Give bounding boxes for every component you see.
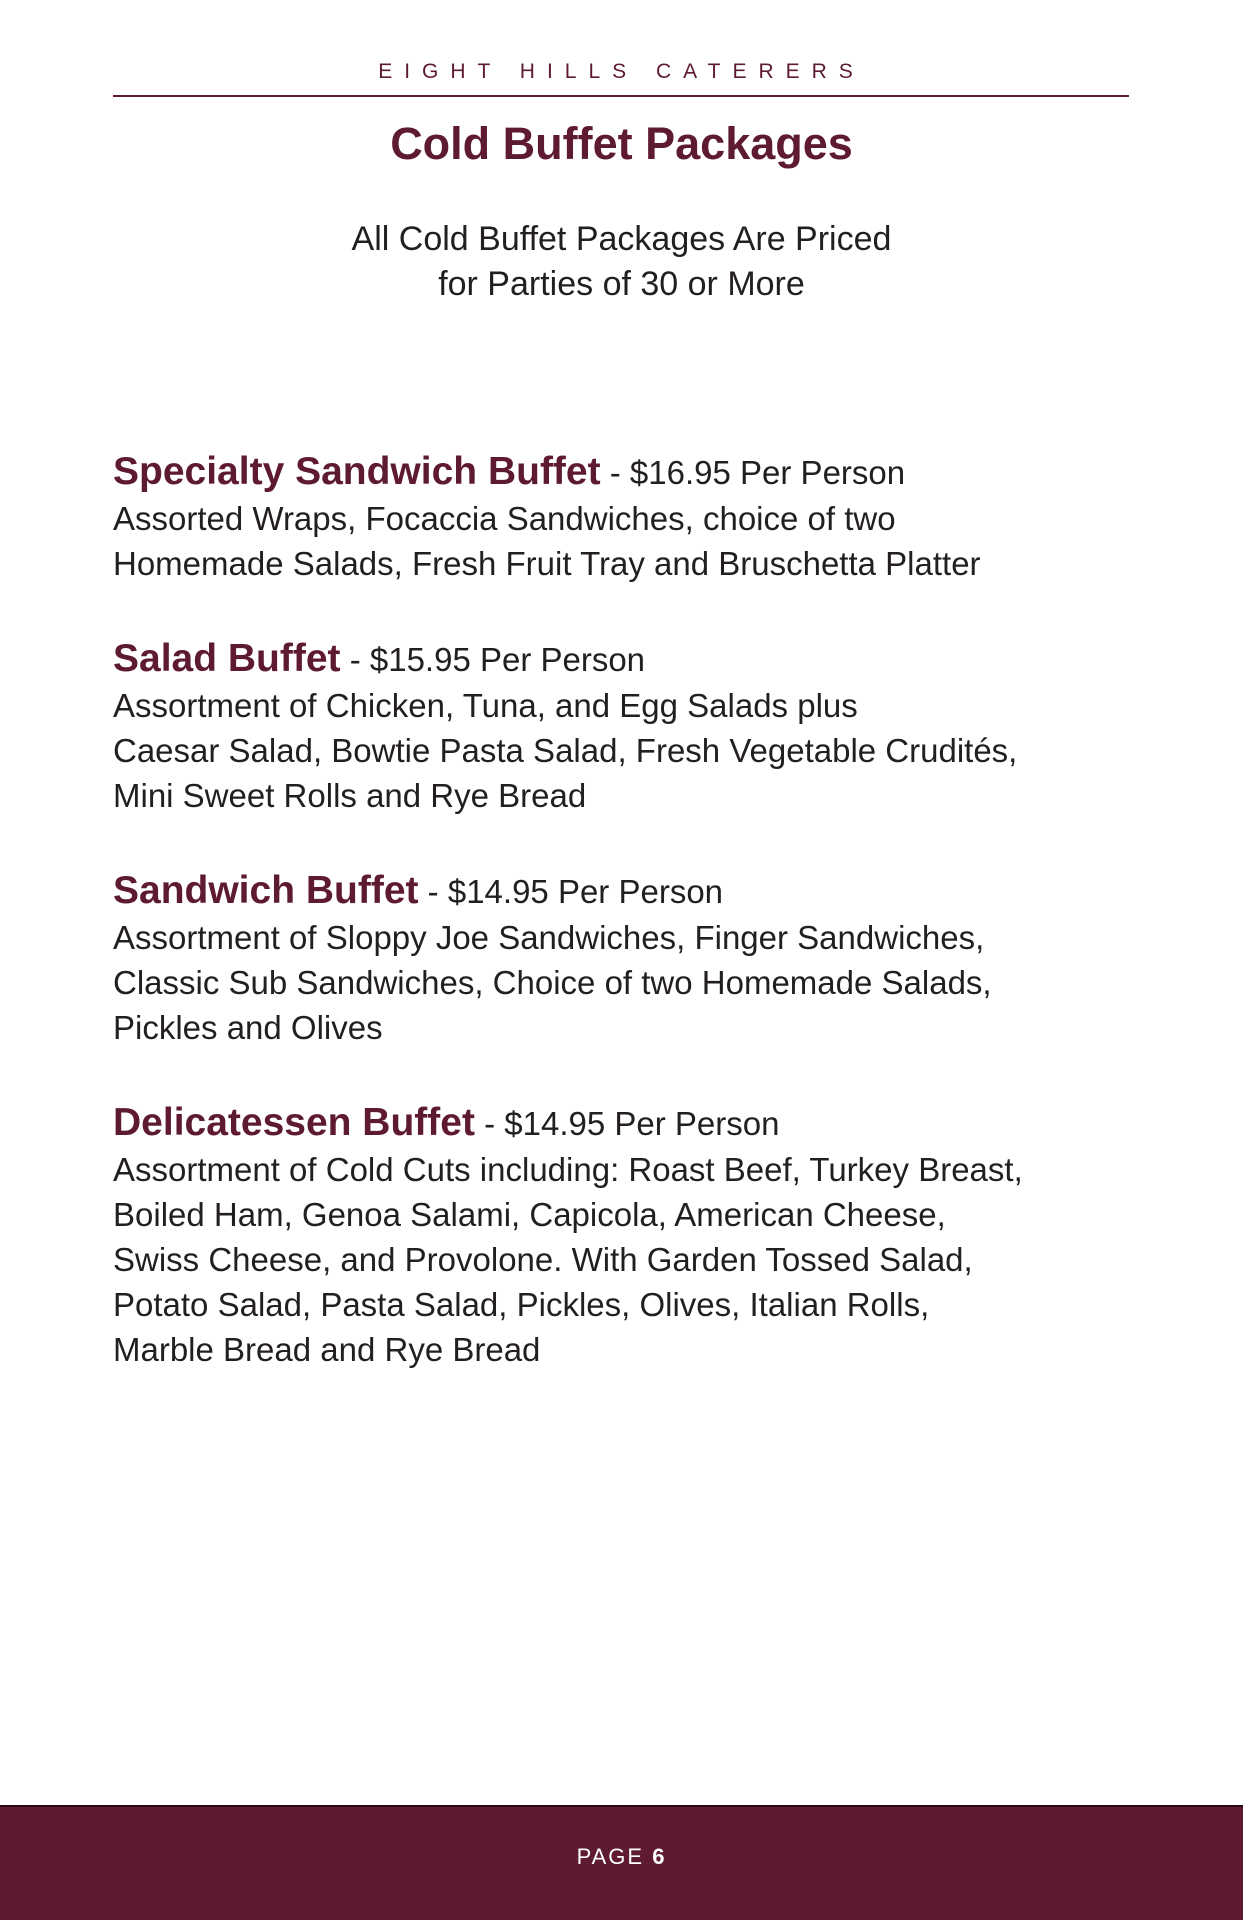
description-line: Classic Sub Sandwiches, Choice of two Homemade Salads, — [113, 964, 992, 1001]
description-line: Boiled Ham, Genoa Salami, Capicola, American Cheese, — [113, 1196, 946, 1233]
package-sandwich-buffet — [113, 868, 1133, 1050]
package-list — [113, 449, 1133, 1422]
package-name: Sandwich Buffet — [113, 869, 419, 912]
page-number-value: 6 — [652, 1844, 667, 1869]
package-price: - $16.95 Per Person — [600, 454, 906, 491]
package-salad-buffet — [113, 636, 1133, 818]
package-specialty-sandwich-buffet — [113, 449, 1133, 586]
description-line: Assortment of Cold Cuts including: Roast Beef, Turkey Breast, — [113, 1151, 1023, 1188]
description-line: Caesar Salad, Bowtie Pasta Salad, Fresh Vegetable Crudités, — [113, 732, 1018, 769]
description-line: Assortment of Chicken, Tuna, and Egg Salads plus — [113, 687, 858, 724]
package-description — [113, 683, 1133, 818]
description-line: Marble Bread and Rye Bread — [113, 1331, 541, 1368]
description-line: Pickles and Olives — [113, 1009, 383, 1046]
description-line: Mini Sweet Rolls and Rye Bread — [113, 777, 587, 814]
package-description — [113, 1147, 1133, 1372]
description-line: Assortment of Sloppy Joe Sandwiches, Finger Sandwiches, — [113, 919, 985, 956]
package-price: - $15.95 Per Person — [340, 641, 646, 678]
page-number — [0, 1844, 1243, 1870]
package-heading — [113, 636, 1133, 683]
package-heading — [113, 868, 1133, 915]
page-label: PAGE — [576, 1844, 653, 1869]
subtitle — [0, 217, 1243, 307]
package-price: - $14.95 Per Person — [418, 873, 724, 910]
description-line: Homemade Salads, Fresh Fruit Tray and Bruschetta Platter — [113, 545, 981, 582]
package-description — [113, 496, 1133, 586]
description-line: Potato Salad, Pasta Salad, Pickles, Olives, Italian Rolls, — [113, 1286, 930, 1323]
package-description — [113, 915, 1133, 1050]
package-name: Salad Buffet — [113, 637, 341, 680]
package-name: Delicatessen Buffet — [113, 1101, 475, 1144]
subtitle-line: for Parties of 30 or More — [438, 265, 805, 303]
package-heading — [113, 1100, 1133, 1147]
subtitle-line: All Cold Buffet Packages Are Priced — [351, 220, 892, 258]
page-title: Cold Buffet Packages — [390, 118, 853, 169]
description-line: Assorted Wraps, Focaccia Sandwiches, choice of two — [113, 500, 896, 537]
package-name: Specialty Sandwich Buffet — [113, 450, 601, 493]
package-price: - $14.95 Per Person — [474, 1105, 780, 1142]
package-delicatessen-buffet — [113, 1100, 1133, 1372]
package-heading — [113, 449, 1133, 496]
header-brand: EIGHT HILLS CATERERS — [378, 60, 865, 83]
header-divider — [113, 95, 1129, 97]
description-line: Swiss Cheese, and Provolone. With Garden Tossed Salad, — [113, 1241, 973, 1278]
